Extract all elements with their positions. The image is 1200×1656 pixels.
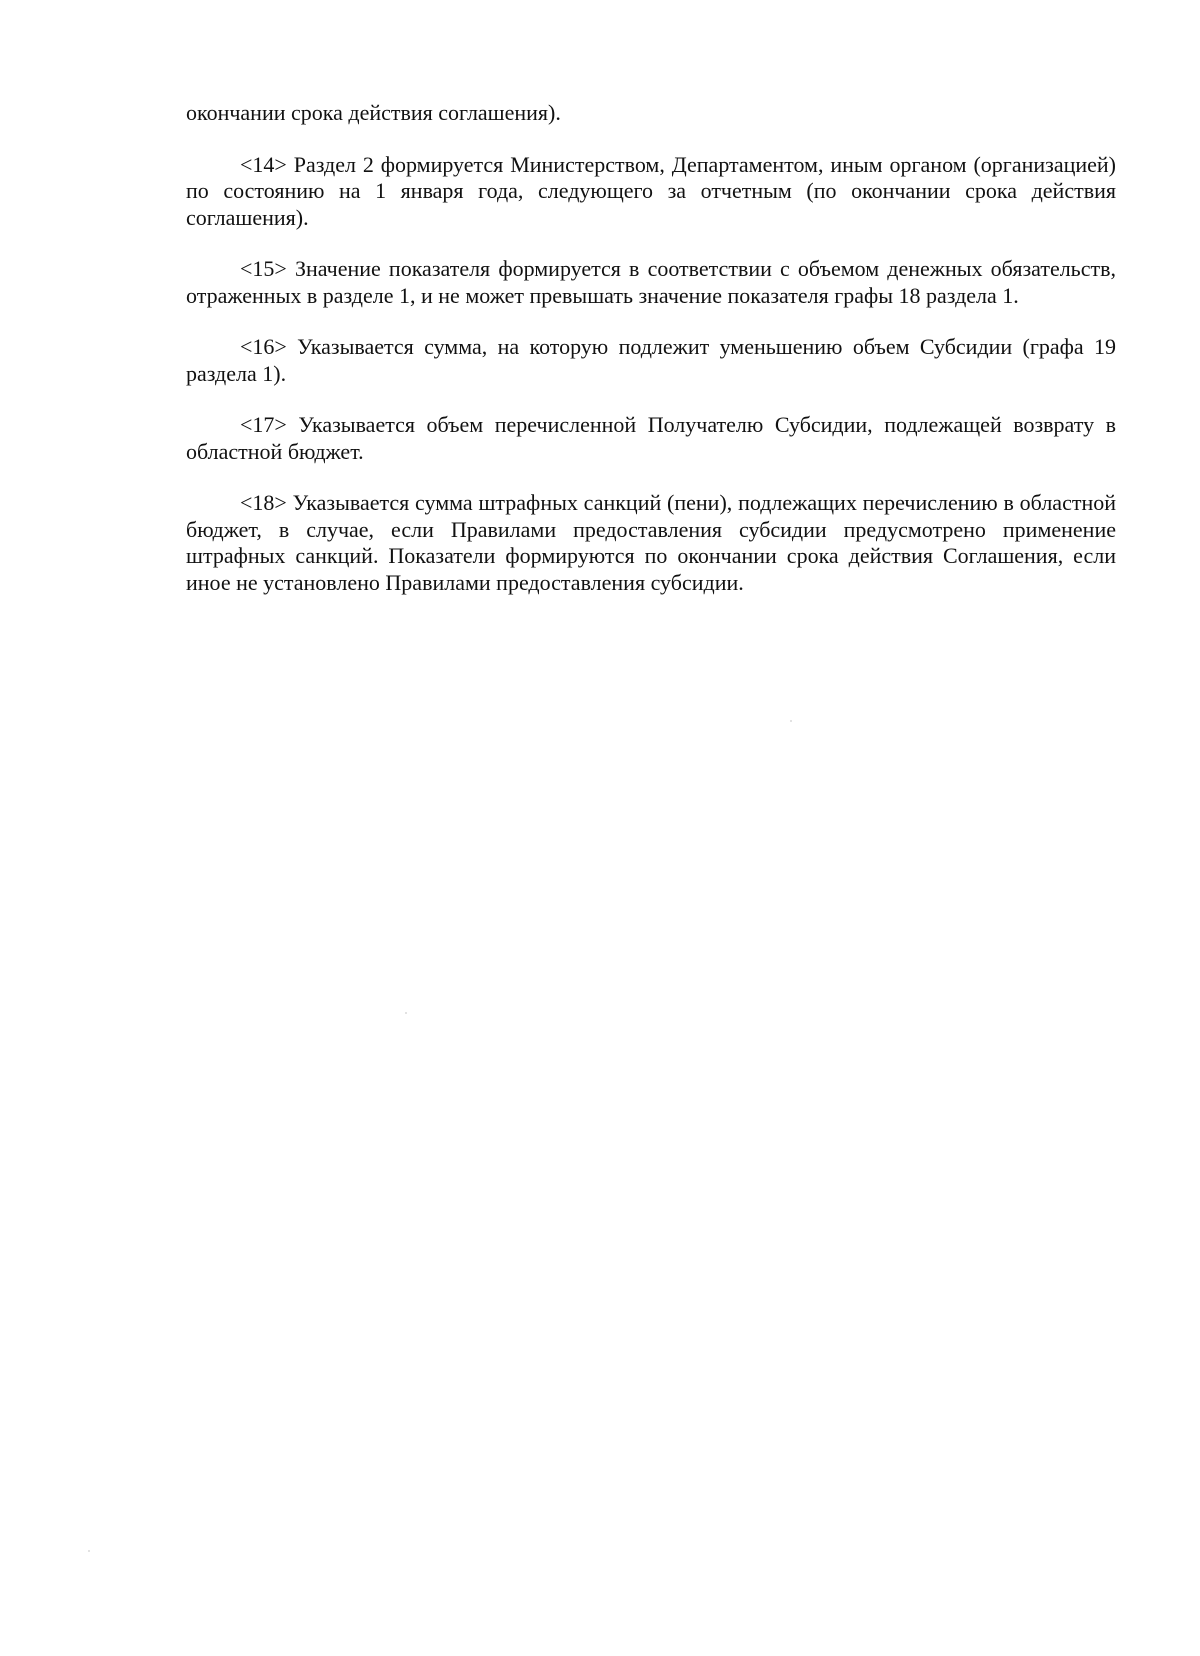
paragraph-continuation: окончании срока действия соглашения).	[186, 100, 561, 125]
scan-speck	[88, 1550, 90, 1552]
footnote-16: <16> Указывается сумма, на которую подлежит уменьшению объем Субсидии (графа 19 раздела 1).	[186, 334, 1116, 386]
footnote-17: <17> Указывается объем перечисленной Получателю Субсидии, подлежащей возврату в областной бюджет.	[186, 412, 1116, 464]
scan-speck	[790, 720, 792, 722]
footnote-18: <18> Указывается сумма штрафных санкций (пени), подлежащих перечислению в областной бюджет, в случае, если Правилами предоставления субсидии предусмотрено применение штрафных санкций. Показатели формируются по окончании срока действия Соглашения, если иное не установлено Правилами предоставления субсидии.	[186, 490, 1116, 595]
footnotes-text	[186, 100, 1116, 621]
footnote-15: <15> Значение показателя формируется в соответствии с объемом денежных обязательств, отраженных в разделе 1, и не может превышать значение показателя графы 18 раздела 1.	[186, 256, 1116, 308]
scan-speck	[405, 1012, 407, 1014]
footnote-14: <14> Раздел 2 формируется Министерством, Департаментом, иным органом (организацией) по состоянию на 1 января года, следующего за отчетным (по окончании срока действия соглашения).	[186, 151, 1116, 230]
